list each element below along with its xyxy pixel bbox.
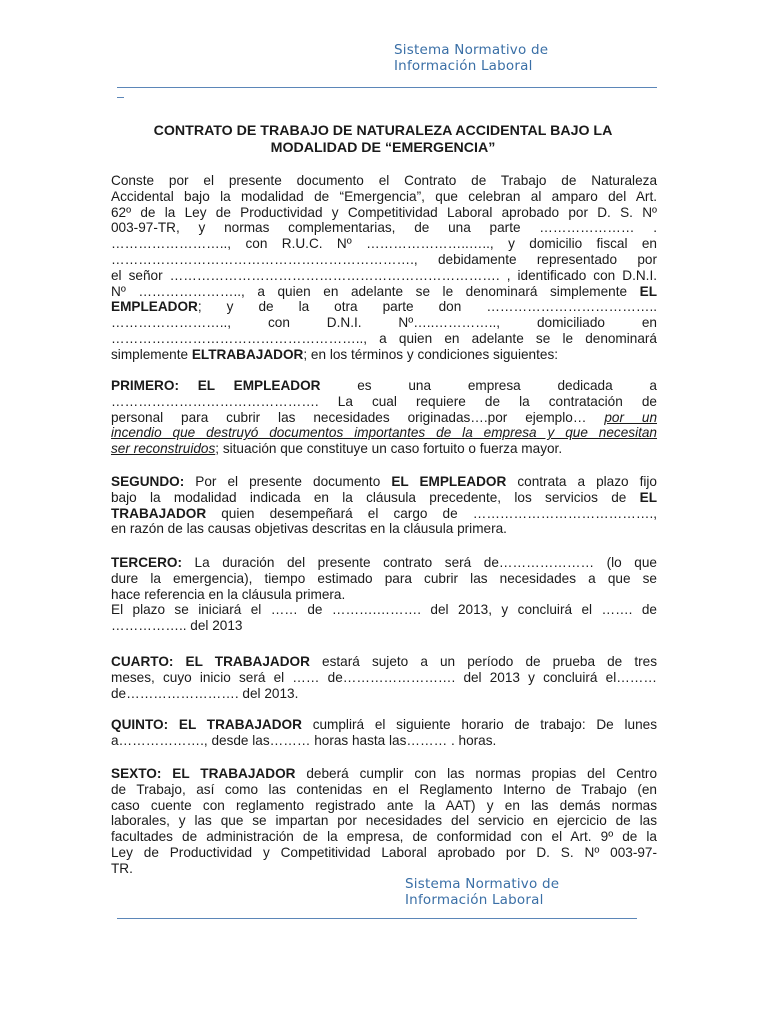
clause-line: a………………., desde las……… horas hasta las……… . horas. xyxy=(111,732,497,748)
clause-tercero xyxy=(111,555,657,634)
clause-text: Por el presente documento xyxy=(184,474,392,489)
clause-line: ………………………………………. La cual requiere de la contratación de xyxy=(111,393,657,409)
intro-line: Conste por el presente documento el Contrato de Trabajo de Naturaleza xyxy=(111,173,657,188)
clause-line xyxy=(111,506,657,522)
clause-line: laborales, y las que se impartan por necesidades del servicio en ejercicio de las xyxy=(111,813,657,829)
clause-line: hace referencia en la cláusula primera. xyxy=(111,586,346,602)
intro-text: ; y de la otra parte don ……………………………….. xyxy=(197,299,657,315)
clause-heading: SEXTO: EL TRABAJADOR xyxy=(111,766,296,781)
footer-brand xyxy=(405,876,559,908)
clause-text: es una empresa dedicada a xyxy=(320,378,657,393)
party-employer-label: EL xyxy=(639,283,657,299)
party-employer-label: EMPLEADOR xyxy=(111,299,198,315)
intro-text: ; en los términos y condiciones siguientes: xyxy=(303,346,559,362)
intro-paragraph xyxy=(111,173,657,363)
clause-cuarto xyxy=(111,654,657,701)
intro-line: 62º de la Ley de Productividad y Competitividad Laboral aprobado por D. S. Nº xyxy=(111,204,657,220)
clause-primero xyxy=(111,378,657,457)
intro-line: …………………….., con D.N.I. Nº…..………….., domiciliado en xyxy=(111,315,657,331)
clause-emphasis: por un xyxy=(604,409,657,425)
clause-heading: TERCERO: xyxy=(111,555,182,570)
header-divider-tail xyxy=(117,97,124,98)
title-line-2: MODALIDAD DE “EMERGENCIA” xyxy=(270,140,496,156)
intro-text: Nº ………………….., a quien en adelante se le denominará simplemente xyxy=(111,283,640,299)
clause-line xyxy=(111,490,657,506)
clause-text: bajo la modalidad indicada en la cláusula precedente, los servicios de xyxy=(111,489,640,505)
clause-text: quien desempeñará el cargo de …………………………………., xyxy=(206,505,657,521)
footer-brand-line2: Información Laboral xyxy=(405,892,544,908)
header-brand-line2: Información Laboral xyxy=(394,58,533,74)
clause-emphasis: ser reconstruidos xyxy=(111,441,216,457)
clause-heading: SEGUNDO: xyxy=(111,474,185,489)
intro-line: …………………….., con R.U.C. Nº …………………..….., y domicilio fiscal en xyxy=(111,236,657,252)
clause-line xyxy=(111,555,657,571)
clause-line: Ley de Productividad y Competitividad Laboral aprobado por D. S. Nº 003-97- xyxy=(111,844,657,860)
intro-line xyxy=(111,299,657,315)
header-divider xyxy=(117,87,657,88)
intro-line xyxy=(111,347,657,363)
clause-text: La duración del presente contrato será de………………… (lo que xyxy=(182,555,657,570)
footer-divider xyxy=(117,918,637,919)
document-title xyxy=(113,123,653,157)
clause-sexto xyxy=(111,766,657,877)
clause-line xyxy=(111,717,657,733)
footer-brand-line1: Sistema Normativo de xyxy=(405,876,560,892)
clause-line: facultades de administración de la empresa, de conformidad con el Art. 9º de la xyxy=(111,829,657,845)
intro-line: Accidental bajo la modalidad de “Emergencia”, que celebran al amparo del Art. xyxy=(111,188,657,204)
clause-heading: PRIMERO: EL EMPLEADOR xyxy=(111,378,321,393)
clause-heading: CUARTO: EL TRABAJADOR xyxy=(111,654,310,669)
clause-segundo xyxy=(111,474,657,537)
header-brand xyxy=(394,42,548,74)
clause-line xyxy=(111,474,657,490)
intro-line: 003-97-TR, y normas complementarias, de una parte ………………… . xyxy=(111,220,657,236)
clause-emphasis: incendio que destruyó documentos importantes de la empresa y que necesitan xyxy=(111,425,657,441)
clause-heading: QUINTO: EL TRABAJADOR xyxy=(111,717,302,732)
clause-line xyxy=(111,410,657,426)
clause-text: personal para cubrir las necesidades originadas….por ejemplo… xyxy=(111,409,605,425)
party-worker-label: EL xyxy=(639,489,657,505)
intro-line: …………………………………………………………., debidamente representado por xyxy=(111,251,657,267)
clause-text: deberá cumplir con las normas propias del Centro xyxy=(295,766,658,781)
clause-line xyxy=(111,766,657,782)
clause-line: caso cuente con reglamento registrado ante la AAT) y en las demás normas xyxy=(111,797,657,813)
title-line-1: CONTRATO DE TRABAJO DE NATURALEZA ACCIDENTAL BAJO LA xyxy=(153,123,613,139)
party-worker-label: ELTRABAJADOR xyxy=(191,346,304,362)
clause-text: estará sujeto a un período de prueba de tres xyxy=(309,654,658,669)
clause-quinto xyxy=(111,717,657,749)
clause-line: de Trabajo, así como las contenidas en el Reglamento Interno de Trabajo (en xyxy=(111,781,657,797)
clause-line xyxy=(111,378,657,394)
header-brand-line1: Sistema Normativo de xyxy=(394,42,549,58)
clause-line: …………….. del 2013 xyxy=(111,618,243,634)
clause-text: contrata a plazo fijo xyxy=(506,474,657,489)
clause-line: El plazo se iniciará el …… de ……….………. del 2013, y concluirá el ……. de xyxy=(111,602,657,618)
intro-line: el señor ………………………………………………………………. , identificado con D.N.I. xyxy=(111,267,657,283)
clause-line: meses, cuyo inicio será el …… de……………………. del 2013 y concluirá el……… xyxy=(111,669,657,685)
clause-line xyxy=(111,425,657,441)
intro-line: ……………………………………………….., a quien en adelante se le denominará xyxy=(111,330,657,346)
clause-text: cumplirá el siguiente horario de trabajo: De lunes xyxy=(301,717,657,732)
intro-line xyxy=(111,284,657,300)
clause-line: TR. xyxy=(111,860,133,876)
clause-line: de……………………. del 2013. xyxy=(111,685,299,701)
clause-line: dure la emergencia), tiempo estimado para cubrir las necesidades a que se xyxy=(111,570,657,586)
party-employer-label: EL EMPLEADOR xyxy=(391,474,507,489)
clause-line: en razón de las causas objetivas descritas en la cláusula primera. xyxy=(111,521,507,537)
clause-text: ; situación que constituye un caso fortuito o fuerza mayor. xyxy=(215,441,563,457)
party-worker-label: TRABAJADOR xyxy=(111,505,207,521)
clause-line xyxy=(111,654,657,670)
intro-text: simplemente xyxy=(111,346,192,362)
clause-line xyxy=(111,441,657,457)
